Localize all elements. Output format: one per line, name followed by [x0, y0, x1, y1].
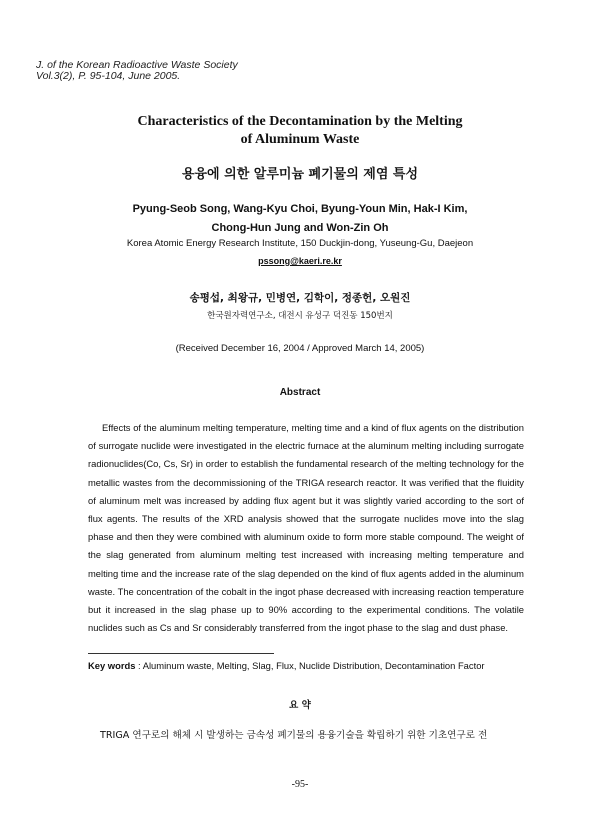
paper-title-line1: Characteristics of the Decontamination by the Melting [137, 114, 463, 129]
author-line2: Chong-Hun Jung and Won-Zin Oh [211, 222, 389, 234]
keywords-divider [88, 653, 274, 654]
affiliation: Korea Atomic Energy Research Institute, 150 Duckjin-dong, Yuseung-Gu, Daejeon [126, 238, 474, 249]
paper-title-line2: of Aluminum Waste [240, 132, 360, 147]
keywords-text: : Aluminum waste, Melting, Slag, Flux, Nuclide Distribution, Decontamination Factor [135, 660, 485, 671]
page-number: -95- [291, 779, 309, 790]
journal-citation [36, 60, 238, 82]
author-line1: Pyung-Seob Song, Wang-Kyu Choi, Byung-Youn Min, Hak-I Kim, [132, 203, 468, 215]
received-dates: (Received December 16, 2004 / Approved March 14, 2005) [175, 343, 425, 354]
korean-abstract-text: TRIGA 연구로의 해체 시 발생하는 금속성 폐기물의 용융기술을 확립하기 위한 기초연구로 전 [100, 730, 488, 741]
keywords [88, 660, 528, 671]
keywords-label: Key words [88, 660, 136, 671]
author-list [60, 200, 540, 238]
korean-author-list: 송평섭, 최왕규, 민병연, 김학이, 정종헌, 오원진 [189, 292, 411, 304]
korean-title: 용융에 의한 알루미늄 폐기물의 제염 특성 [181, 167, 419, 182]
abstract-text: Effects of the aluminum melting temperature, melting time and a kind of flux agents on the distribution of surrogate nuclide were investigated in the electric furnace at the aluminum melting including surrogate radionuclides(Co, Cs, Sr) in order to establish the fundamental research of the melting technology for the metallic wastes from the decommissioning of the TRIGA research reactor. It was verified that the fluidity of aluminum melt was increased by adding flux agent but it was slightly varied according to the sort of flux agents. The results of the XRD analysis showed that the surrogate nuclides move into the slag phase and then they were combined with aluminum oxide to form more stable compound. The weight of the slag generated from aluminum melting test increased with increasing melting temperature and melting time and the increase rate of the slag depended on the kind of flux agents added in the aluminum waste. The concentration of the cobalt in the ingot phase decreased with increasing reaction temperature but it increased in the slag phase up to 90% according to the experimental conditions. The volatile nuclides such as Cs and Sr considerably transferred from the ingot phase to the slag and dust phase. [88, 422, 524, 634]
abstract-heading: Abstract [279, 387, 321, 398]
journal-name: J. of the Korean Radioactive Waste Society [36, 59, 238, 71]
korean-affiliation: 한국원자력연구소, 대전시 유성구 덕진동 150번지 [207, 311, 393, 321]
journal-volume: Vol.3(2), P. 95-104, June 2005. [36, 70, 181, 82]
korean-abstract-heading: 요 약 [289, 700, 311, 711]
author-email[interactable]: pssong@kaeri.re.kr [258, 256, 342, 266]
paper-title [80, 113, 520, 149]
